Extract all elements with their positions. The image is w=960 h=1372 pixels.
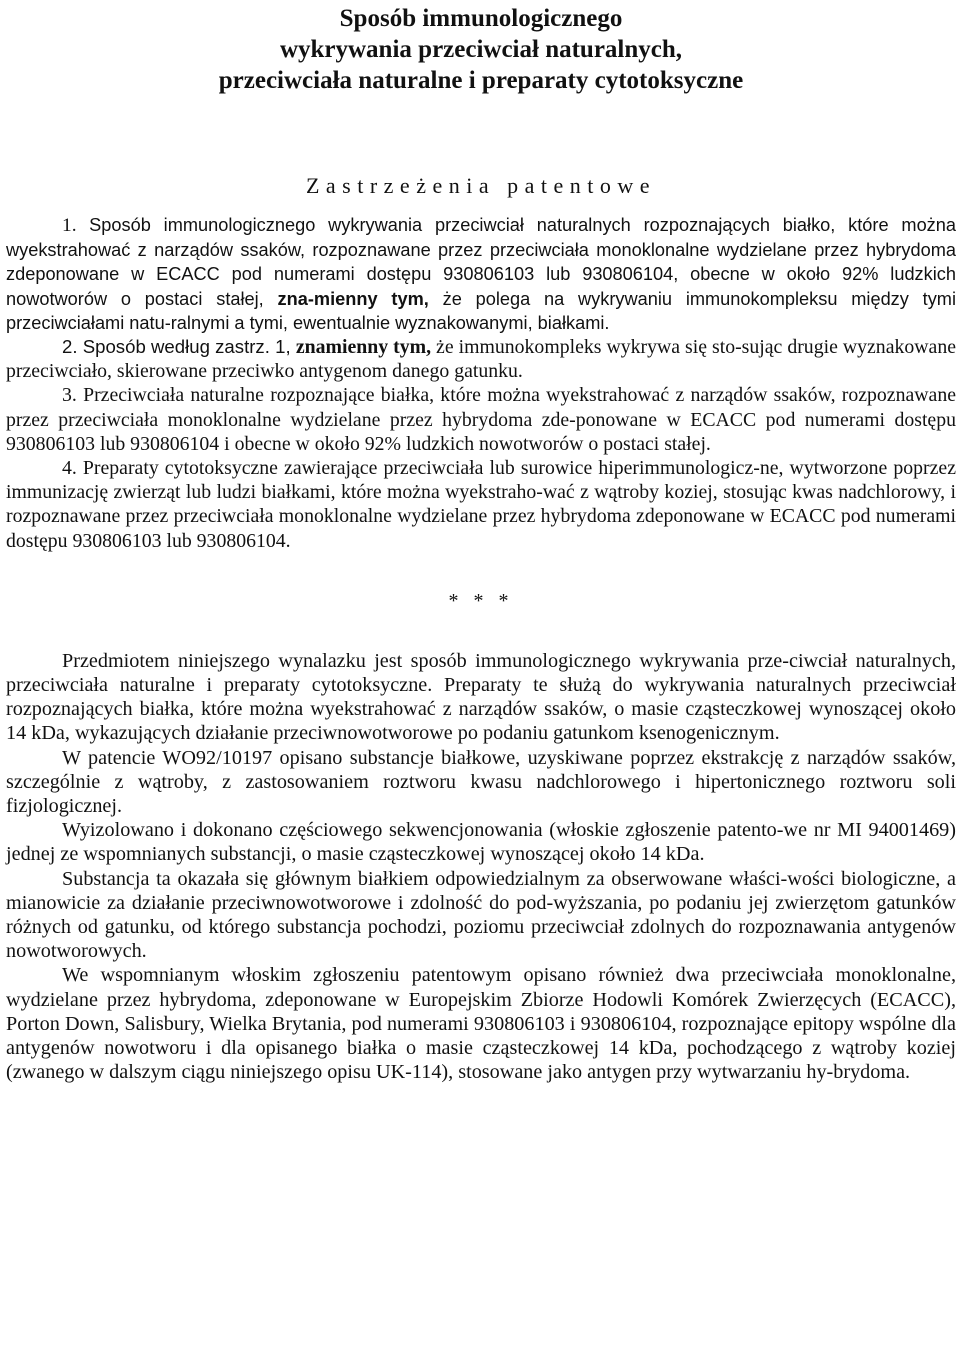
- claim-2-text-b: że immunokompleks wykrywa się sto-sując drugie wyznakowane przeciwciało, skierowane przeciwko antygenom danego gatunku.: [6, 336, 956, 383]
- section-separator: * * *: [448, 589, 514, 612]
- claim-4: 4. Preparaty cytotoksyczne zawierające przeciwciała lub surowice hiperimmunologicz-ne, wytworzone poprzez immunizację zwierząt lub ludzi białkami, które można wyekstraho-wać z wątroby koziej, stosując kwas nadchlorowy, i rozpoznawane przez przeciwciała monoklonalne wydzielane przez hybrydoma zdeponowane w ECACC pod numerami dostępu 930806103 lub 930806104.: [6, 457, 956, 552]
- claim-1: [6, 213, 956, 335]
- title-line-2: wykrywania przeciwciał naturalnych,: [279, 36, 683, 63]
- document-title: [6, 0, 956, 96]
- document-page: [6, 0, 956, 1085]
- claim-2-bold: znamienny tym,: [295, 336, 432, 359]
- claim-1-number: 1.: [62, 215, 90, 236]
- description-paragraph-3: Wyizolowano i dokonano częściowego sekwencjonowania (włoskie zgłoszenie patento-we nr MI 94001469) jednej ze wspomnianych substancji, o masie cząsteczkowej wynoszącej około 14 kDa.: [6, 819, 956, 866]
- description-section: [6, 649, 956, 1085]
- claim-1-text-b: że polega na wykrywaniu immunokompleksu między tymi przeciwciałami natu-ralnymi a tymi, ewentualnie wyznakowanymi, białkami.: [6, 288, 957, 333]
- description-paragraph-2: W patencie WO92/10197 opisano substancje białkowe, uzyskiwane poprzez ekstrakcję z narządów ssaków, szczególnie z wątroby, z zastosowaniem roztworu kwasu nadchlorowego i hipertonicznego roztworu soli fizjologicznej.: [6, 746, 956, 818]
- description-paragraph-4: Substancja ta okazała się głównym białkiem odpowiedzialnym za obserwowane właści-wości biologiczne, a mianowicie za działanie przeciwnowotworowe i zdolność do pod-wyższania, po podaniu jej zwierzętom gatunków różnych od gatunku, od którego substancja pochodzi, poziomu przeciwciał zdolnych do rozpoznawania antygenów nowotworowych.: [6, 867, 956, 963]
- title-line-3: przeciwciała naturalne i preparaty cytotoksyczne: [218, 67, 744, 94]
- description-paragraph-1: Przedmiotem niniejszego wynalazku jest sposób immunologicznego wykrywania prze-ciwciał naturalnych, przeciwciała naturalne i preparaty cytotoksyczne. Preparaty te służą do wykrywania naturalnych przeciwciał rozpoznających białka, które można wyekstrahować z narządów ssaków, o masie cząsteczkowej wynoszącej około 14 kDa, wykazujących działanie przeciwnowotworowe po podaniu gatunkom ksenogenicznym.: [6, 649, 956, 745]
- claim-1-bold: zna-mienny tym,: [277, 288, 429, 309]
- claim-2-text-a: 2. Sposób według zastrz. 1,: [62, 336, 296, 358]
- claims-section: [6, 213, 956, 553]
- title-line-1: Sposób immunologicznego: [339, 5, 623, 32]
- claim-3: 3. Przeciwciała naturalne rozpoznające białka, które można wyekstrahować z narządów ssaków, rozpoznawane przez przeciwciała monoklonalne wydzielane przez hybrydoma zde-ponowane w ECACC pod numerami dostępu 930806103 lub 930806104 i obecne w około 92% ludzkich nowotworów o postaci stałej.: [6, 384, 956, 455]
- claim-1-text-a: Sposób immunologicznego wykrywania przeciwciał naturalnych rozpoznających białko, które można wyekstrahować z narządów ssaków, rozpoznawane przez przeciwciała monoklonalne wydzielane przez hybrydoma zdeponowane w ECACC pod numerami dostępu 930806103 lub 930806104, obecne w około 92% ludzkich nowotworów o postaci stałej,: [6, 215, 957, 309]
- claim-2: [6, 335, 956, 383]
- description-paragraph-5: We wspomnianym włoskim zgłoszeniu patentowym opisano również dwa przeciwciała monoklonalne, wydzielane przez hybrydoma, zdeponowane w Europejskim Zbiorze Hodowli Komórek Zwierzęcych (ECACC), Porton Down, Salisbury, Wielka Brytania, pod numerami 930806103 i 930806104, rozpoznające epitopy wspólne dla antygenów nowotworu i dla opisanego białka o masie cząsteczkowej 14 kDa, pochodzącego z wątroby koziej (zwanego w dalszym ciągu niniejszego opisu UK-114), stosowane jako antygen przy wytwarzaniu hy-brydoma.: [6, 964, 956, 1084]
- claims-heading: Zastrzeżenia patentowe: [305, 173, 657, 198]
